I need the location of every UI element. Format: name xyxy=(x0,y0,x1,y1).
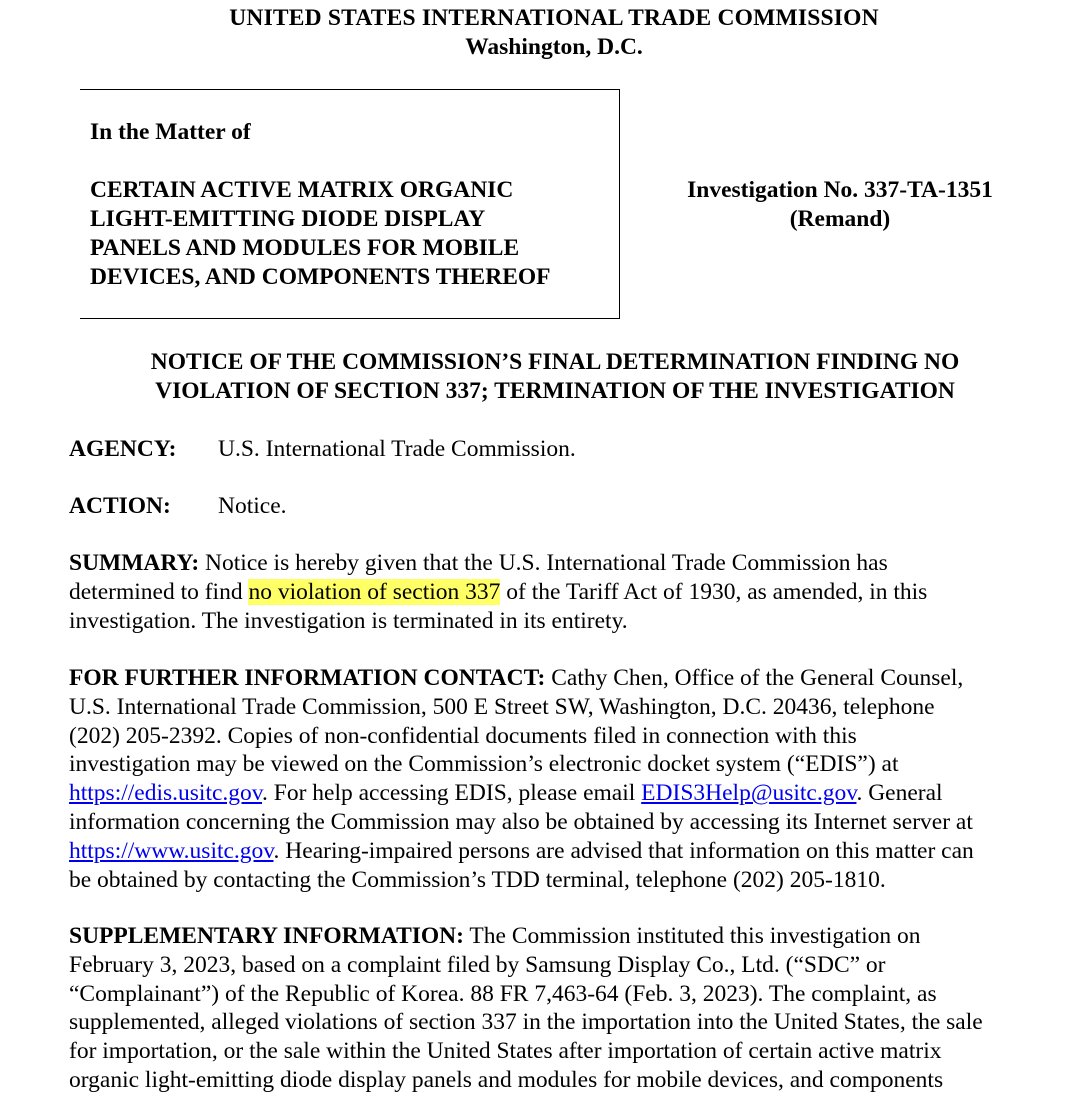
supplementary-line: “Complainant”) of the Republic of Korea. 88 FR 7,463-64 (Feb. 3, 2023). The complaint, as xyxy=(69,980,937,1007)
contact-line: (202) 205-2392. Copies of non-confidential documents filed in connection with this xyxy=(69,722,857,749)
usitc-website-link[interactable]: https://www.usitc.gov xyxy=(69,837,274,864)
contact-line: U.S. International Trade Commission, 500 E Street SW, Washington, D.C. 20436, telephone xyxy=(69,693,935,720)
notice-title-line-2: VIOLATION OF SECTION 337; TERMINATION OF THE INVESTIGATION xyxy=(155,378,955,404)
contact-line xyxy=(69,779,1049,808)
contact-line xyxy=(69,837,1049,866)
supplementary-paragraph xyxy=(69,922,1049,1095)
investigation-block xyxy=(660,176,1020,234)
action-row xyxy=(69,492,287,521)
contact-line: information concerning the Commission may also be obtained by accessing its Internet server at xyxy=(69,808,973,835)
email-link[interactable]: EDIS3Help@usitc.gov xyxy=(641,780,857,807)
summary-text: of the Tariff Act of 1930, as amended, in this xyxy=(500,578,928,605)
in-the-matter-label: In the Matter of xyxy=(90,119,251,145)
notice-title xyxy=(60,348,1050,406)
contact-paragraph xyxy=(69,664,1049,894)
summary-paragraph xyxy=(69,549,1049,635)
highlighted-text: no violation of section 337 xyxy=(248,578,501,605)
header-location: Washington, D.C. xyxy=(465,34,643,60)
contact-text: . General xyxy=(856,780,943,807)
investigation-number: Investigation No. 337-TA-1351 xyxy=(687,177,993,203)
header-organization: UNITED STATES INTERNATIONAL TRADE COMMISSION xyxy=(229,5,879,31)
supplementary-text: The Commission instituted this investigation on xyxy=(463,923,921,949)
summary-label: SUMMARY: xyxy=(69,550,200,576)
action-label: ACTION: xyxy=(69,493,171,519)
summary-line: investigation. The investigation is terminated in its entirety. xyxy=(69,607,628,634)
supplementary-line: organic light-emitting diode display panels and modules for mobile devices, and components xyxy=(69,1066,944,1093)
summary-line xyxy=(69,549,1049,578)
summary-line xyxy=(69,578,1049,607)
supplementary-line xyxy=(69,922,1049,951)
contact-text: Cathy Chen, Office of the General Counsel, xyxy=(545,665,964,691)
agency-label: AGENCY: xyxy=(69,436,177,462)
investigation-note: (Remand) xyxy=(789,206,891,232)
supplementary-line: February 3, 2023, based on a complaint filed by Samsung Display Co., Ltd. (“SDC” or xyxy=(69,951,886,978)
edis-link[interactable]: https://edis.usitc.gov xyxy=(69,780,263,807)
case-title-line: CERTAIN ACTIVE MATRIX ORGANIC xyxy=(90,177,514,203)
contact-line: investigation may be viewed on the Commission’s electronic docket system (“EDIS”) at xyxy=(69,751,899,778)
supplementary-label: SUPPLEMENTARY INFORMATION: xyxy=(69,923,464,949)
summary-text: Notice is hereby given that the U.S. International Trade Commission has xyxy=(199,550,888,576)
agency-value: U.S. International Trade Commission. xyxy=(218,436,576,462)
supplementary-line: for importation, or the sale within the United States after importation of certain active matrix xyxy=(69,1038,942,1065)
case-title-line: DEVICES, AND COMPONENTS THEREOF xyxy=(90,264,551,290)
action-value: Notice. xyxy=(218,493,287,519)
case-title xyxy=(90,176,610,292)
supplementary-line: supplemented, alleged violations of section 337 in the importation into the United States, the sale xyxy=(69,1009,983,1036)
contact-text: . Hearing-impaired persons are advised that information on this matter can xyxy=(273,837,974,864)
notice-title-line-1: NOTICE OF THE COMMISSION’S FINAL DETERMINATION FINDING NO xyxy=(150,349,960,375)
agency-row xyxy=(69,435,576,464)
summary-text: determined to find xyxy=(69,578,249,605)
contact-text: . For help accessing EDIS, please email xyxy=(262,780,642,807)
contact-line: be obtained by contacting the Commission’s TDD terminal, telephone (202) 205-1810. xyxy=(69,866,886,893)
case-title-line: PANELS AND MODULES FOR MOBILE xyxy=(90,235,520,261)
case-title-line: LIGHT-EMITTING DIODE DISPLAY xyxy=(90,206,486,232)
contact-line xyxy=(69,664,1049,693)
contact-label: FOR FURTHER INFORMATION CONTACT: xyxy=(69,665,546,691)
